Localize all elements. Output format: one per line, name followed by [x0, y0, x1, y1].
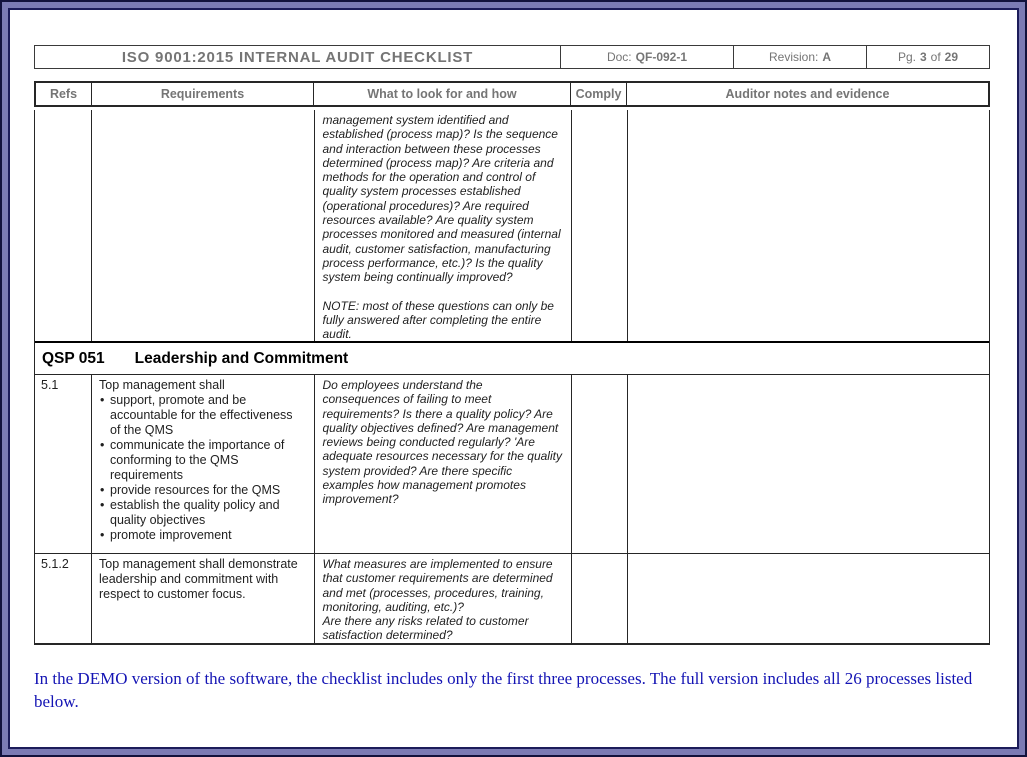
page-of-word: of — [930, 50, 941, 64]
demo-version-note: In the DEMO version of the software, the checklist includes only the first three processes. The full version includes all 26 processes listed below. — [34, 669, 973, 711]
requirement-bullet: • establish the quality policy and quality objectives — [99, 498, 306, 528]
cell-comply — [572, 554, 628, 645]
page-number: 3 — [919, 50, 927, 64]
doc-value: QF-092-1 — [635, 50, 688, 64]
cell-comply — [572, 110, 628, 341]
cell-look-for — [315, 375, 572, 553]
column-header-notes: Auditor notes and evidence — [725, 87, 890, 101]
look-for-note: NOTE: most of these questions can only be fully answered after completing the entire audit. — [322, 298, 554, 341]
table-row-continuation — [35, 110, 989, 341]
section-code: QSP 051 — [42, 349, 105, 367]
table-row-5-1 — [35, 375, 989, 554]
document-title: ISO 9001:2015 INTERNAL AUDIT CHECKLIST — [35, 46, 561, 68]
cell-look-for — [315, 110, 572, 341]
cell-ref: 5.1 — [35, 375, 92, 553]
section-title: Leadership and Commitment — [134, 349, 349, 367]
table-row-5-1-2 — [35, 554, 989, 645]
doc-number-cell — [561, 46, 734, 68]
page-indicator — [867, 46, 989, 68]
revision-value: A — [822, 50, 832, 64]
page-total: 29 — [944, 50, 959, 64]
cell-ref — [35, 110, 92, 341]
requirement-bullet: • promote improvement — [99, 528, 306, 543]
column-header-look-for: What to look for and how — [314, 83, 571, 105]
cell-notes — [628, 375, 990, 553]
document-title-bar — [34, 45, 990, 69]
column-header-refs: Refs — [36, 83, 92, 105]
cell-look-for — [315, 554, 572, 645]
section-header-row — [35, 341, 989, 375]
cell-requirement: Top management shall demonstrate leadership and commitment with respect to customer focus. — [92, 554, 315, 645]
doc-label: Doc: — [606, 50, 632, 64]
revision-label: Revision: — [768, 50, 819, 64]
column-header-requirements: Requirements — [92, 83, 314, 105]
revision-cell — [734, 46, 867, 68]
table-header-row — [34, 81, 990, 107]
requirement-bullet: • support, promote and be accountable for the effectiveness of the QMS — [99, 393, 306, 438]
cell-requirement — [92, 375, 315, 553]
requirement-bullet: • provide resources for the QMS — [99, 483, 306, 498]
requirement-bullet: • communicate the importance of conforming to the QMS requirements — [99, 438, 306, 483]
cell-comply — [572, 375, 628, 553]
requirement-intro: Top management shall — [99, 378, 225, 392]
look-for-text: management system identified and established (process map)? Is the sequence and interaction between these processes determined (process map)? Are criteria and methods for the operation and control of quality system processes established (operational procedures)? Are required resources available? Are quality system processes monitored and measured (internal audit, customer satisfaction, manufacturing process performance, etc.)? Is the quality system being continually improved? — [322, 113, 561, 285]
checklist-table — [34, 110, 990, 645]
look-for-text: What measures are implemented to ensure that customer requirements are determined and met (processes, procedures, training, monitoring, auditing, etc.)? — [322, 557, 553, 614]
look-for-text: Do employees understand the consequences of failing to meet requirements? Is there a quality policy? Are quality objectives defined? Are management reviews being conducted regularly? 'Are adequate resources necessary for the quality system provided? Are there specific examples how management promotes improvement? — [322, 378, 562, 507]
requirement-bullet-list — [99, 393, 306, 543]
cell-requirement — [92, 110, 315, 341]
cell-notes — [628, 554, 990, 645]
page-label: Pg. — [897, 50, 916, 64]
document-page — [10, 10, 1017, 747]
column-header-comply: Comply — [571, 83, 627, 105]
cell-notes — [628, 110, 990, 341]
look-for-text-2: Are there any risks related to customer satisfaction determined? — [322, 614, 529, 643]
cell-ref: 5.1.2 — [35, 554, 92, 645]
